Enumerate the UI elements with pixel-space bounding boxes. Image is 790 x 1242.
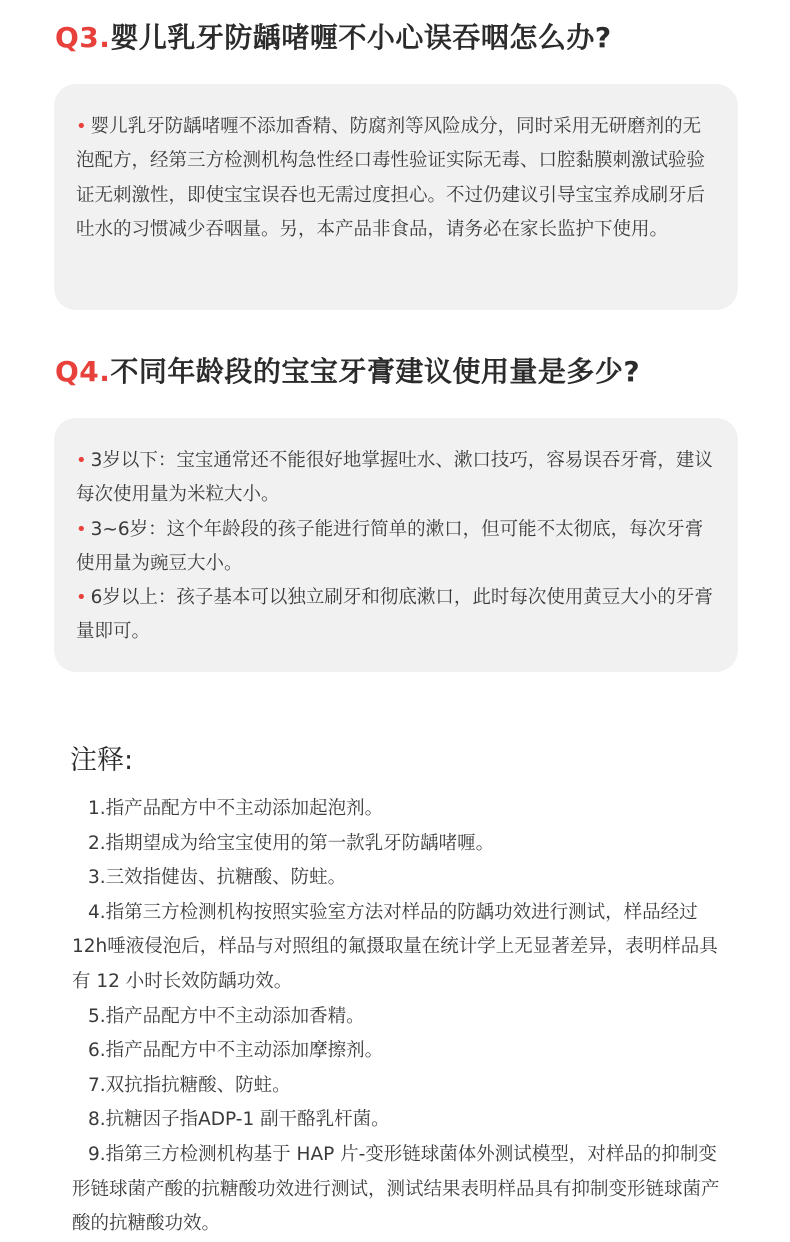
q4-item: [76, 444, 718, 513]
q3-answer-card: [54, 84, 738, 310]
q4-item-text: 3~6岁：这个年龄段的孩子能进行简单的漱口，但可能不太彻底，每次牙膏使用量为豌豆大小。: [76, 518, 704, 574]
q4-answer-card: [54, 418, 738, 672]
note-item: 5.指产品配方中不主动添加香精。: [88, 1005, 365, 1027]
q4-item-text: 3岁以下：宝宝通常还不能很好地掌握吐水、漱口技巧，容易误吞牙膏，建议每次使用量为米粒大小。: [76, 450, 713, 506]
q4-item-text: 6岁以上：孩子基本可以独立刷牙和彻底漱口，此时每次使用黄豆大小的牙膏量即可。: [76, 587, 713, 643]
notes-title: 注释:: [70, 745, 134, 776]
bullet-dot-icon: •: [76, 116, 87, 137]
note-item: 6.指产品配方中不主动添加摩擦剂。: [88, 1040, 384, 1062]
q3-number: Q3.: [55, 21, 111, 54]
note-item: 8.抗糖因子指ADP-1 副干酪乳杆菌。: [88, 1109, 390, 1131]
q4-number: Q4.: [55, 355, 111, 388]
note-item: 1.指产品配方中不主动添加起泡剂。: [88, 798, 384, 819]
note-item: 9.指第三方检测机构基于 HAP 片-变形链球菌体外测试模型，对样品的抑制变形链球菌产酸的抗糖酸功效进行测试，测试结果表明样品具有抑制变形链球菌产酸的抗糖酸功效。: [72, 1143, 720, 1235]
q3-title: [55, 16, 612, 56]
note-item: 4.指第三方检测机构按照实验室方法对样品的防龋功效进行测试，样品经过12h唾液侵泡后，样品与对照组的氟摄取量在统计学上无显著差异，表明样品具有 12 小时长效防龋功效。: [72, 901, 718, 992]
q3-question: 婴儿乳牙防龋啫喱不小心误吞咽怎么办?: [110, 21, 612, 54]
note-item: 7.双抗指抗糖酸、防蛀。: [88, 1074, 291, 1096]
bullet-dot-icon: •: [76, 587, 87, 609]
note-item: 3.三效指健齿、抗糖酸、防蛀。: [88, 867, 347, 889]
bullet-dot-icon: •: [76, 518, 87, 540]
q4-title: [55, 350, 640, 390]
q3-answer: [76, 110, 718, 247]
q3-answer-text: 婴儿乳牙防龋啫喱不添加香精、防腐剂等风险成分，同时采用无研磨剂的无泡配方，经第三方检测机构急性经口毒性验证实际无毒、口腔黏膜刺激试验验证无刺激性，即使宝宝误吞也无需过度担心。不过仍建议引导宝宝养成刷牙后吐水的习惯减少吞咽量。另，本产品非食品，请务必在家长监护下使用。: [76, 116, 706, 240]
note-item: 2.指期望成为给宝宝使用的第一款乳牙防龋啫喱。: [88, 832, 495, 854]
q4-item: [76, 581, 718, 650]
q4-item: [76, 513, 718, 582]
q4-question: 不同年龄段的宝宝牙膏建议使用量是多少?: [110, 355, 641, 388]
notes-list: [72, 792, 732, 1242]
bullet-dot-icon: •: [76, 450, 87, 471]
